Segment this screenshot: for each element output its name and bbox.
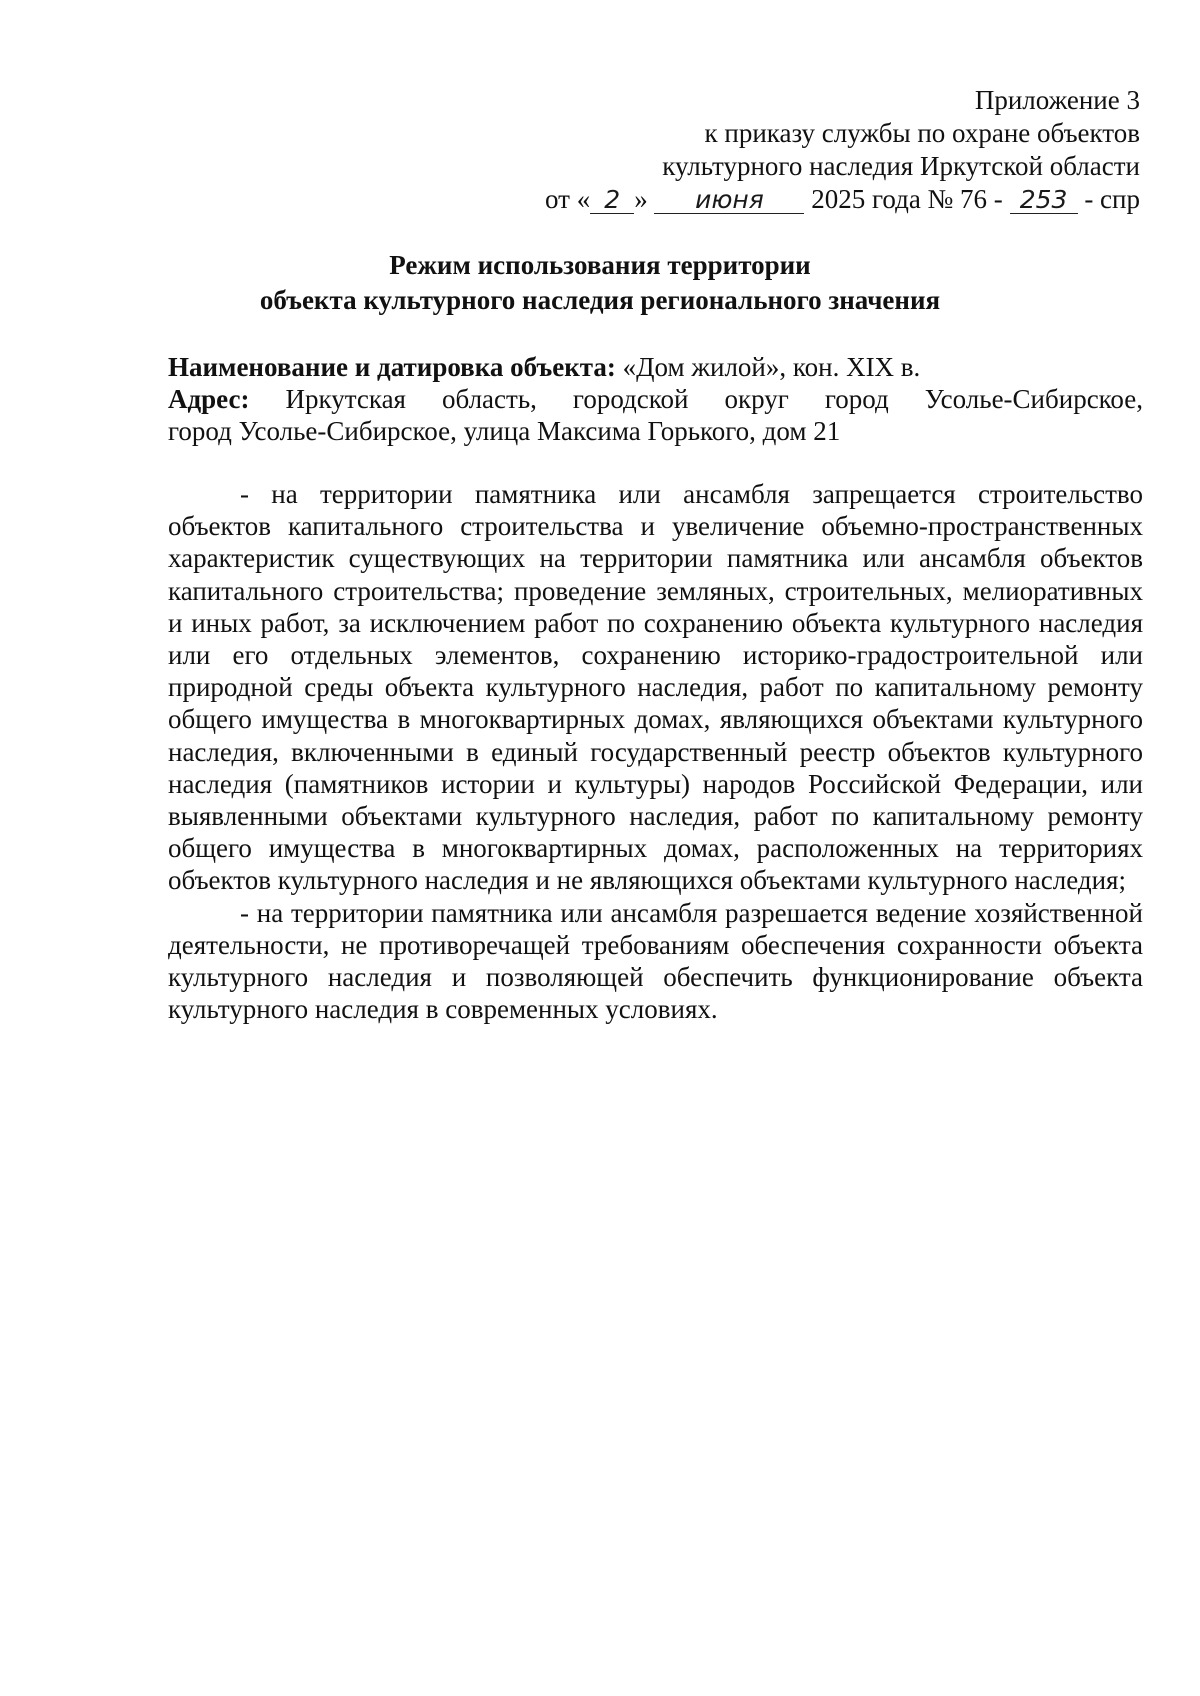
object-address-value-2: город Усолье-Сибирское, улица Максима Горького, дом 21 [168,416,841,446]
object-address-row-2 [168,415,1143,447]
paragraph-prohibitions: - на территории памятника или ансамбля запрещается строительство объектов капитального строительства и увеличение объемно-пространственных характеристик существующих на территории памятника или ансамбля объектов капитального строительства; проведение земляных, строительных, мелиоративных и иных работ, за исключением работ по сохранению объекта культурного наследия или его отдельных элементов, сохранению историко-градостроительной или природной среды объекта культурного наследия, работ по капитальному ремонту общего имущества в многоквартирных домах, являющихся объектами культурного наследия, включенными в единый государственный реестр объектов культурного наследия (памятников истории и культуры) народов Российской Федерации, или выявленными объектами культурного наследия, работ по капитальному ремонту общего имущества в многоквартирных домах, расположенных на территориях объектов культурного наследия и не являющихся объектами культурного наследия; [168,479,1143,896]
paragraph-permissions: - на территории памятника или ансамбля разрешается ведение хозяйственной деятельности, не противоречащей требованиям обеспечения сохранности объекта культурного наследия и позволяющей обеспечить функционирование объекта культурного наследия в современных условиях. [168,897,1143,1025]
document-title [150,248,1050,318]
title-line-2: объекта культурного наследия регионального значения [259,285,941,315]
annex-line-order: к приказу службы по охране объектов [704,118,1140,148]
annex-title: Приложение 3 [974,85,1140,115]
object-name-row [168,351,1143,383]
date-suffix: - спр [1084,184,1140,214]
regime-text [168,478,1143,1025]
object-address-row [168,383,1143,415]
date-mid: » [634,184,648,214]
object-address-label: Адрес: [168,384,250,414]
date-prefix: от « [545,184,591,214]
handwritten-day: 2 [590,187,634,214]
title-line-1: Режим использования территории [389,250,811,280]
date-year: 2025 года № 76 - [811,184,1003,214]
object-name-value: «Дом жилой», кон. XIX в. [622,352,921,382]
object-address-value-1: Иркутская область, городской округ город Усолье-Сибирское, [285,384,1143,414]
handwritten-number: 253 [1010,187,1078,214]
handwritten-month: июня [654,187,804,214]
annex-date-line [440,183,1140,216]
annex-header [440,84,1140,216]
object-info [168,351,1143,447]
annex-line-service: культурного наследия Иркутской области [662,151,1140,181]
object-name-label: Наименование и датировка объекта: [168,352,616,382]
